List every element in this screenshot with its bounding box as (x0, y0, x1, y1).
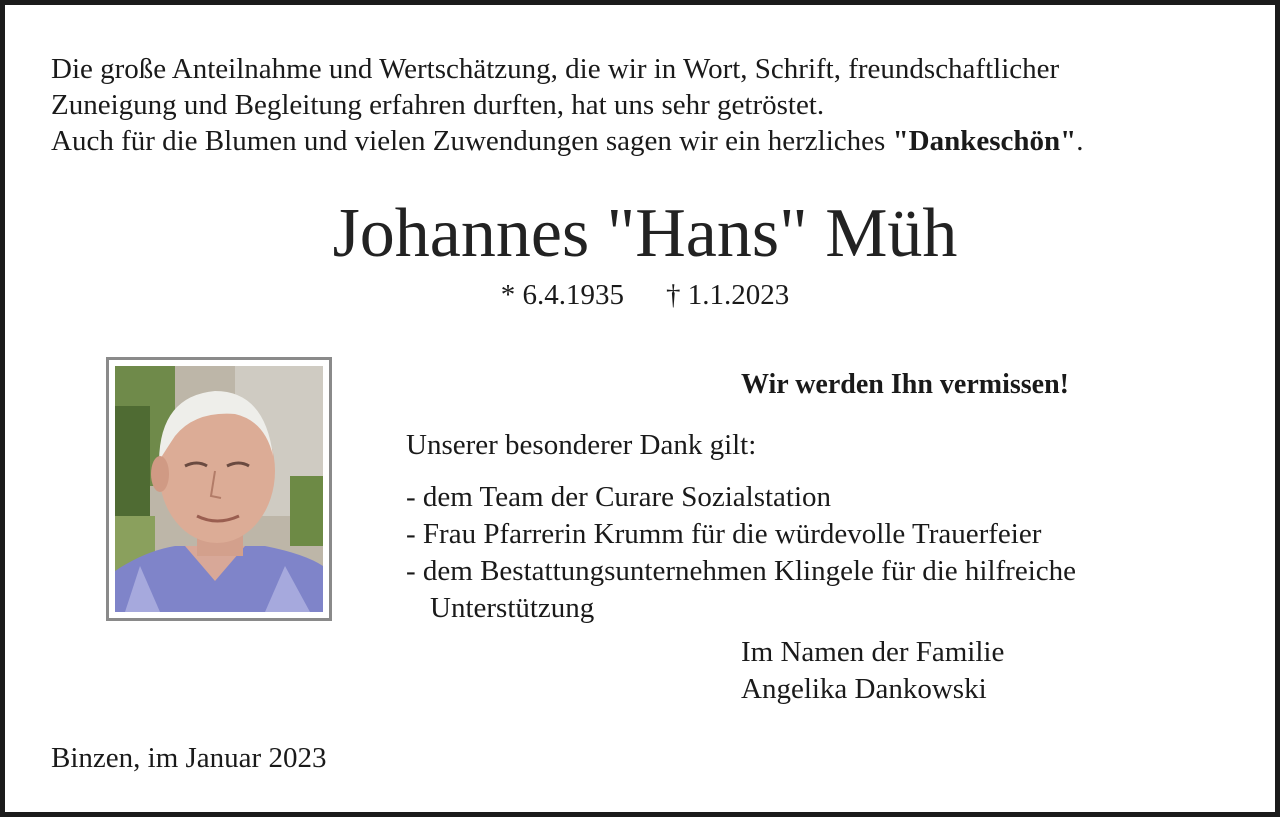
intro-text (51, 51, 1084, 159)
intro-line: Die große Anteilnahme und Wertschätzung, die wir in Wort, Schrift, freundschaftlicher (51, 53, 1060, 85)
deceased-name: Johannes "Hans" Müh (332, 195, 958, 272)
list-item: - Frau Pfarrerin Krumm für die würdevolle Trauerfeier (406, 518, 1042, 550)
family-signature (741, 634, 1004, 708)
thanks-lead: Unserer besonderer Dank gilt: (406, 429, 757, 461)
list-item: - dem Bestattungsunternehmen Klingele für die hilfreiche (406, 555, 1077, 587)
intro-line-text: Auch für die Blumen und vielen Zuwendungen sagen wir ein herzliches (51, 125, 893, 157)
birth-date: * 6.4.1935 (500, 279, 624, 311)
portrait-photo (115, 366, 323, 612)
portrait-photo-frame (106, 357, 332, 621)
list-item: - dem Team der Curare Sozialstation (406, 481, 832, 513)
dankeschoen-emphasis: "Dankeschön" (892, 125, 1077, 157)
signature-line: Im Namen der Familie (741, 636, 1005, 668)
miss-statement: Wir werden Ihn vermissen! (741, 369, 1069, 400)
life-dates (5, 277, 1280, 313)
thanks-list (406, 479, 1076, 627)
place-and-date: Binzen, im Januar 2023 (51, 742, 327, 774)
intro-line: Zuneigung und Begleitung erfahren durften, hat uns sehr getröstet. (51, 89, 825, 121)
death-date: † 1.1.2023 (666, 279, 790, 311)
signature-name: Angelika Dankowski (741, 673, 987, 705)
intro-line (51, 123, 1084, 159)
intro-line-end: . (1076, 125, 1084, 157)
list-item-continuation: Unterstützung (430, 592, 595, 624)
